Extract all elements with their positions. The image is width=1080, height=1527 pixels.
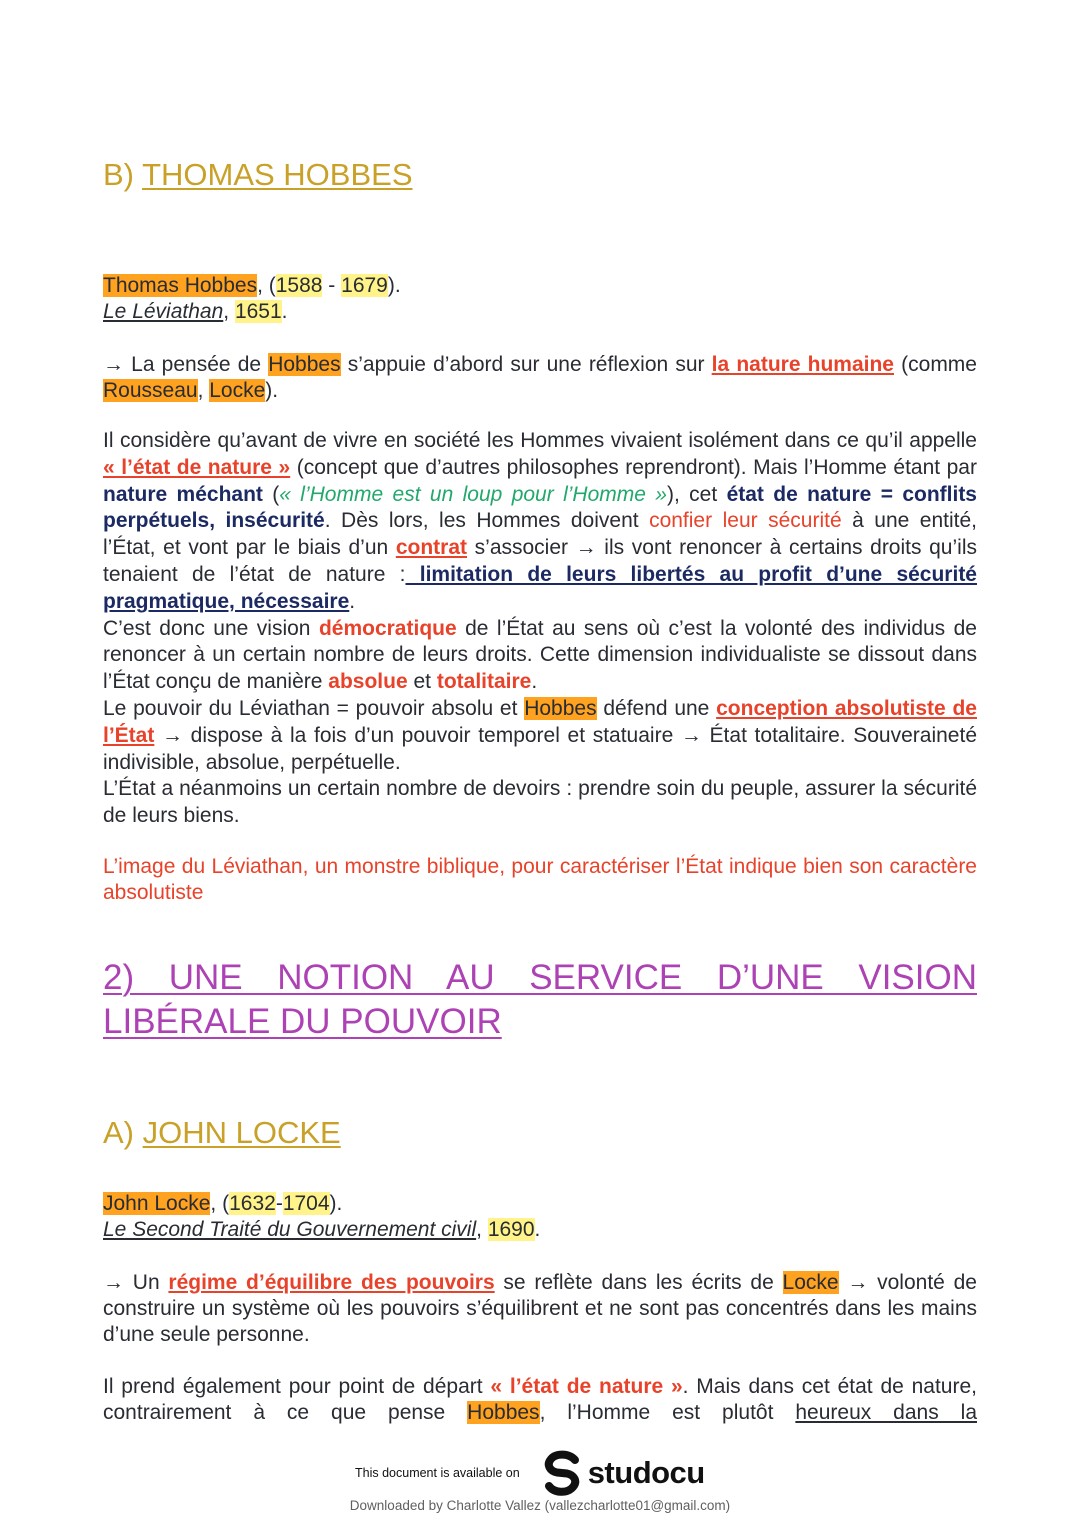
- highlighted-name: Thomas Hobbes: [103, 274, 258, 297]
- author-line: [103, 1191, 977, 1217]
- section-number: B): [103, 157, 134, 192]
- text-run: → Un: [103, 1271, 169, 1294]
- key-term: démocratique: [318, 616, 457, 640]
- text-run: se reflète dans les écrits de: [494, 1271, 783, 1294]
- highlighted-name: Locke: [782, 1271, 839, 1294]
- author-identity-locke: [103, 1191, 977, 1243]
- key-term: absolue: [328, 670, 408, 694]
- text-run: (: [262, 482, 280, 506]
- text-run: ).: [387, 274, 401, 297]
- text-run: (comme: [894, 353, 977, 376]
- key-term: totalitaire: [436, 670, 532, 694]
- text-run: -: [275, 1192, 283, 1215]
- key-concept: conception absolutiste de l’État: [103, 696, 977, 747]
- hobbes-conclusion: [103, 854, 977, 906]
- text-run: -: [322, 274, 342, 297]
- text-run: ).: [265, 379, 279, 402]
- bold-statement: état de nature = conflits perpétuels, insécurité: [103, 482, 977, 533]
- emphasis-text: L’image du Léviathan, un monstre biblique, pour caractériser l’État indique bien son caractère absolutiste: [103, 855, 977, 904]
- paragraph: [103, 1270, 977, 1348]
- section-title: THOMAS HOBBES: [142, 157, 413, 192]
- text-run: défend une: [596, 696, 717, 720]
- underlined-text: heureux dans la: [795, 1401, 977, 1424]
- section-title: JOHN LOCKE: [142, 1115, 341, 1150]
- text-run: C’est donc une vision: [103, 616, 319, 640]
- highlighted-year: 1651: [234, 300, 282, 323]
- paragraph: [103, 696, 977, 776]
- key-concept: « l’état de nature »: [103, 455, 291, 479]
- quotation: « l’Homme est un loup pour l’Homme »: [279, 482, 667, 506]
- text-run: . Dès lors, les Hommes doivent: [324, 509, 650, 533]
- highlighted-year: 1679: [341, 274, 388, 297]
- paragraph: [103, 776, 977, 830]
- highlighted-name: Hobbes: [268, 353, 341, 376]
- text-run: .: [281, 300, 288, 323]
- text-run: ,: [223, 300, 235, 323]
- text-run: .: [531, 670, 538, 694]
- locke-state-of-nature-paragraph: [103, 1374, 977, 1426]
- highlighted-year: 1690: [487, 1218, 535, 1241]
- key-concept: contrat: [395, 536, 468, 560]
- studocu-wordmark: studocu: [587, 1455, 705, 1490]
- work-title: Le Léviathan: [103, 300, 224, 323]
- emphasis-text: confier leur sécurité: [649, 509, 842, 533]
- text-run: → La pensée de: [103, 353, 269, 376]
- text-run: ,: [197, 379, 210, 402]
- download-attribution: Downloaded by Charlotte Vallez (vallezcharlotte01@gmail.com): [349, 1498, 731, 1513]
- key-concept: la nature humaine: [711, 353, 894, 376]
- text-run: (concept que d’autres philosophes reprendront). Mais l’Homme étant par: [290, 455, 977, 479]
- hobbes-intro-paragraph: [103, 352, 977, 404]
- part-heading: [103, 956, 977, 1044]
- text-run: .: [534, 1218, 541, 1241]
- text-run: ), cet: [666, 482, 727, 506]
- text-run: . Mais dans cet état de nature, contrairement à ce que pense: [103, 1375, 977, 1424]
- paragraph: [103, 352, 977, 404]
- paragraph: [103, 428, 977, 616]
- text-run: Il prend également pour point de départ: [103, 1375, 491, 1398]
- highlighted-year: 1704: [282, 1192, 330, 1215]
- highlighted-name: John Locke: [103, 1192, 211, 1215]
- bold-statement: nature méchant: [103, 482, 263, 506]
- text-run: et: [407, 670, 437, 694]
- key-concept: régime d’équilibre des pouvoirs: [168, 1271, 495, 1294]
- key-term: « l’état de nature »: [490, 1375, 683, 1398]
- text-run: de l’État au sens où c’est la volonté des individus de renoncer à un certain nombre de leurs droits. Cette dimension individualiste se dissout dans l’État conçu de manière: [103, 616, 977, 694]
- work-line: [103, 299, 977, 325]
- highlighted-year: 1632: [229, 1192, 276, 1215]
- work-title: Le Second Traité du Gouvernement civil: [103, 1218, 477, 1241]
- section-heading-locke: [103, 1113, 341, 1153]
- locke-intro-paragraph: [103, 1270, 977, 1348]
- hobbes-analysis: [103, 428, 977, 830]
- underlined-statement: limitation de leurs libertés au profit d’une sécurité pragmatique, nécessaire: [103, 562, 977, 613]
- part-title: 2) UNE NOTION AU SERVICE D’UNE VISION LIBÉRALE DU POUVOIR: [103, 958, 977, 1041]
- text-run: ,: [476, 1218, 488, 1241]
- highlighted-name: Hobbes: [524, 696, 597, 720]
- studocu-footer: [355, 1450, 705, 1496]
- paragraph: [103, 1374, 977, 1426]
- text-run: , (: [257, 274, 276, 297]
- studocu-logo: [542, 1450, 705, 1496]
- text-run: .: [349, 589, 356, 613]
- studocu-logo-icon: [542, 1450, 582, 1496]
- highlighted-name: Locke: [209, 379, 266, 402]
- highlighted-year: 1588: [275, 274, 323, 297]
- text-run: à une entité, l’État, et vont par le biais d’un: [103, 509, 978, 560]
- text-run: , (: [210, 1192, 230, 1215]
- section-heading-hobbes: [103, 155, 413, 195]
- text-run: Il considère qu’avant de vivre en société les Hommes vivaient isolément dans ce qu’il appelle: [103, 429, 977, 452]
- availability-note: This document is available on: [355, 1466, 520, 1480]
- text-run: → dispose à la fois d’un pouvoir temporel et statuaire → État totalitaire. Souveraineté indivisible, absolue, perpétuelle.: [103, 723, 977, 774]
- highlighted-name: Hobbes: [467, 1401, 540, 1424]
- work-line: [103, 1217, 977, 1243]
- paragraph: [103, 854, 977, 906]
- text-run: L’État a néanmoins un certain nombre de devoirs : prendre soin du peuple, assurer la sécurité de leurs biens.: [103, 777, 977, 828]
- author-line: [103, 273, 977, 299]
- paragraph: [103, 616, 977, 696]
- text-run: s’appuie d’abord sur une réflexion sur: [340, 353, 712, 376]
- highlighted-name: Rousseau: [103, 379, 198, 402]
- text-run: Le pouvoir du Léviathan = pouvoir absolu et: [103, 696, 525, 720]
- author-identity-hobbes: [103, 273, 977, 325]
- text-run: s’associer → ils vont renoncer à certains droits qu’ils tenaient de l’état de nature :: [103, 536, 977, 586]
- text-run: , l’Homme est plutôt: [539, 1401, 796, 1424]
- text-run: → volonté de construire un système où les pouvoirs s’équilibrent et ne sont pas concentrés dans les mains d’une seule personne.: [103, 1271, 977, 1346]
- section-number: A): [103, 1115, 134, 1150]
- text-run: ).: [329, 1192, 343, 1215]
